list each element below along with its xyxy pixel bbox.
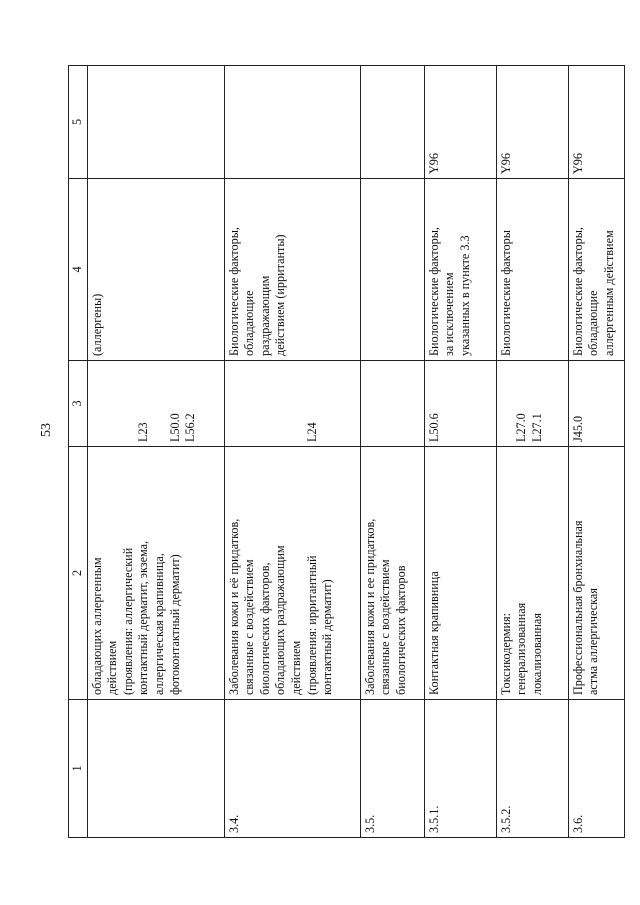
row-number-cell (87, 700, 224, 838)
disease-name-cell: Заболевания кожи и её придатков, связанные с воздействием биологических факторов, обладающих раздражающим действием (проявления: ирритантный контактный дерматит) (224, 447, 360, 700)
page-number: 53 (39, 423, 54, 437)
diseases-table (68, 65, 625, 838)
factor-cell: Биологические факторы, обладающие раздражающим действием (ирританты) (224, 179, 360, 361)
external-cause-cell (87, 66, 224, 179)
row-number-cell: 3.4. (224, 700, 360, 838)
factor-cell: Биологические факторы (496, 179, 568, 361)
icd-code-cell (360, 361, 424, 447)
factor-cell: Биологические факторы, обладающие аллергенным действием (568, 179, 624, 361)
row-number-cell: 3.5.2. (496, 700, 568, 838)
table-row (496, 66, 568, 838)
external-cause-cell: Y96 (496, 66, 568, 179)
disease-name-cell: Контактная крапивница (424, 447, 496, 700)
table-row (424, 66, 496, 838)
header-col-5: 5 (69, 66, 88, 179)
disease-name-cell: обладающих аллергенным действием (проявления: аллергический контактный дерматит, экзема, аллергическая крапивница, фотоконтактный дерматит) (87, 447, 224, 700)
table-row (568, 66, 624, 838)
row-number-cell: 3.5.1. (424, 700, 496, 838)
document-table-container (68, 66, 626, 838)
table-row (360, 66, 424, 838)
header-col-4: 4 (69, 179, 88, 361)
header-col-3: 3 (69, 361, 88, 447)
header-col-2: 2 (69, 447, 88, 700)
disease-name-cell: Заболевания кожи и ее придатков, связанные с воздействием биологических факторов (360, 447, 424, 700)
factor-cell: Биологические факторы, за исключением указанных в пункте 3.3 (424, 179, 496, 361)
icd-code-cell: J45.0 (568, 361, 624, 447)
row-number-cell: 3.5. (360, 700, 424, 838)
icd-code-cell: L50.6 (424, 361, 496, 447)
external-cause-cell: Y96 (424, 66, 496, 179)
external-cause-cell: Y96 (568, 66, 624, 179)
external-cause-cell (360, 66, 424, 179)
icd-code-cell: L27.0 L27.1 (496, 361, 568, 447)
table-row (87, 66, 224, 838)
header-col-1: 1 (69, 700, 88, 838)
header-row (69, 66, 88, 838)
factor-cell (360, 179, 424, 361)
disease-name-cell: Токсикодермия: генерализованная локализованная (496, 447, 568, 700)
icd-code-cell: L24 (224, 361, 360, 447)
icd-code-cell: L23 L50.0 L56.2 (87, 361, 224, 447)
row-number-cell: 3.6. (568, 700, 624, 838)
factor-cell: (аллергены) (87, 179, 224, 361)
table-row (224, 66, 360, 838)
external-cause-cell (224, 66, 360, 179)
disease-name-cell: Профессиональная бронхиальная астма аллергическая (568, 447, 624, 700)
